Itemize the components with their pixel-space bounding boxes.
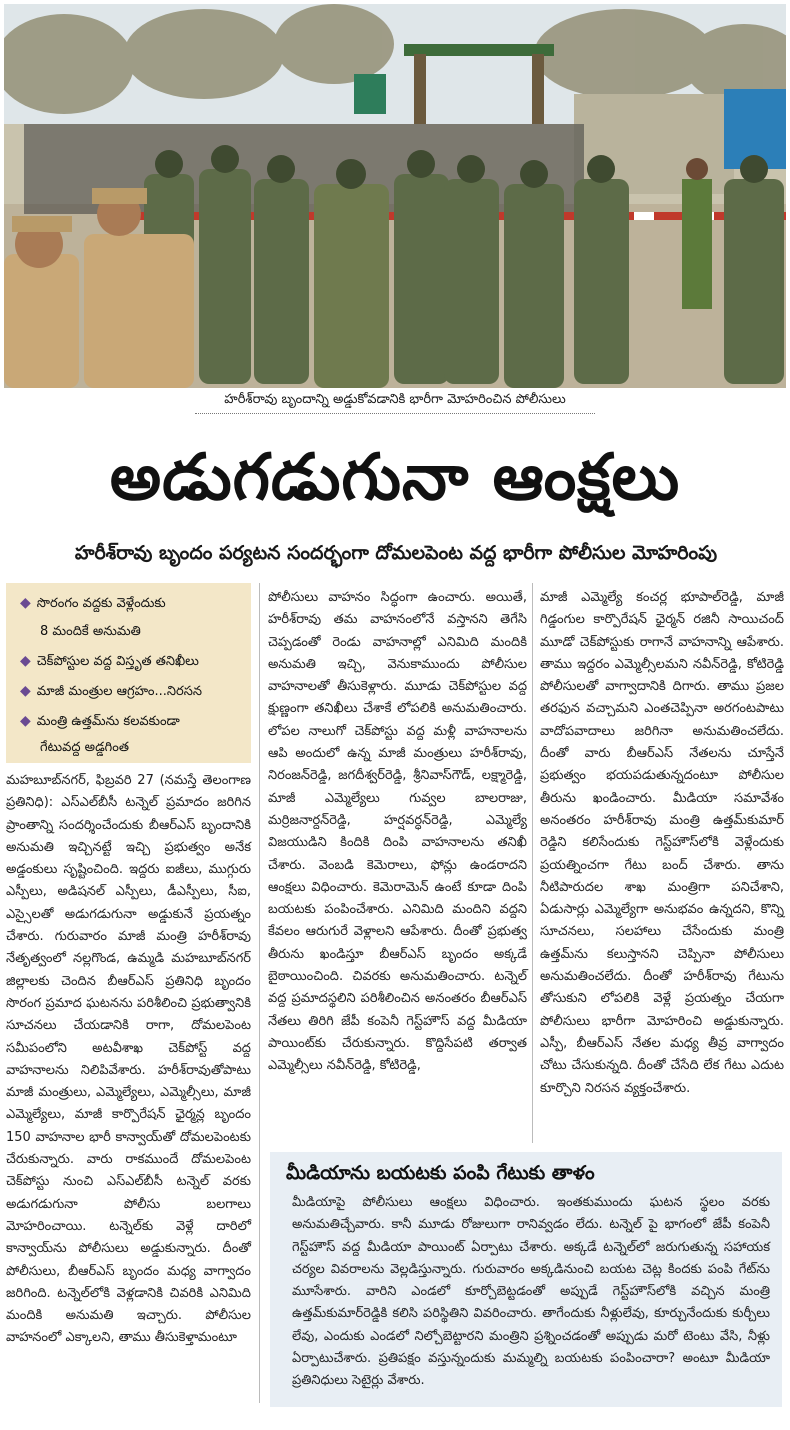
bullet-icon: ◆ xyxy=(20,683,31,699)
police-deployment-photo xyxy=(4,4,786,388)
column-divider xyxy=(259,583,260,1403)
highlight-item: ◆ మాజీ మంత్రుల ఆగ్రహం...నిరసన xyxy=(20,683,202,699)
article-text: పోలీసులు వాహనం సిద్ధంగా ఉంచారు. అయితే, హరీశ్‌రావు తమ వాహనంలోనే వస్తానని తెగేసి చెప్పడంతో రెండు వాహనాల్లో ఎనిమిది మందికి అనుమతి ఇచ్చి, వెనుకాముందు పోలీసుల వాహనాలతో తీసుకెళ్లారు. మూడు చెక్‌పోస్టుల వద్ద క్షుణ్ణంగా తనిఖీలు చేశాకే లోపలికి అనుమతించారు. లోపల నాలుగో చెక్‌పోస్టు వద్ద మళ్లీ వాహనాలను ఆపి అందులో ఉన్న మాజీ మంత్రులు హరీశ్‌రావు, నిరంజన్‌రెడ్డి, జగదీశ్వర్‌రెడ్డి, శ్రీనివాస్‌గౌడ్, లక్ష్మారెడ్డి, మాజీ ఎమ్మెల్యేలు గువ్వల బాలరాజు, మర్రిజనార్దన్‌రెడ్డి, హర్షవర్ధన్‌రెడ్డి, ఎమ్మెల్యే విజయుడిని కిందికి దింపి వాహనాలను తనిఖీ చేశారు. వెంబడి కెమెరాలు, ఫోన్లు ఉండరాదని ఆంక్షలు విధించారు. కెమెరామెన్ ఉంటే కూడా దింపి బయటకు పంపించేశారు. ఎనిమిది మందిని వద్దని కేవలం ఆరుగురే వెళ్లాలని ఆపేశారు. దీంతో ప్రభుత్వ తీరును ఖండిస్తూ బీఆర్‌ఎస్ బృందం అక్కడే బైఠాయించింది. చివరకు అనుమతించారు. టన్నెల్ వద్ద ప్రమాదస్థలిని పరిశీలించిన అనంతరం బీఆర్‌ఎస్ నేతలు తిరిగి జేపీ కంపెనీ గెస్ట్‌హౌస్ వద్ద మీడియా పాయింట్‌కు చేరుకున్నారు. కొద్దిసేపటి తర్వాత ఎమ్మెల్సీలు నవీన్‌రెడ్డి, కోటిరెడ్డి, xyxy=(268,590,527,1074)
bullet-icon: ◆ xyxy=(20,713,31,729)
sidebar-title: మీడియాను బయటకు పంపి గేటుకు తాళం xyxy=(286,1162,595,1184)
highlight-item-continued: 8 మందికే అనుమతి xyxy=(40,624,141,639)
article-column-1 xyxy=(6,770,251,1350)
column-divider xyxy=(532,583,533,1143)
bullet-icon: ◆ xyxy=(20,653,31,669)
article-text: మాజీ ఎమ్మెల్యే కంచర్ల భూపాల్‌రెడ్డి, మాజీ గిడ్డంగుల కార్పొరేషన్ ఛైర్మన్ రజినీ సాయిచంద్ మూడో చెక్‌పోస్టుకు రాగానే వాహనాన్ని ఆపేశారు. తాము ఇద్దరం ఎమ్మెల్సీలమని నవీన్‌రెడ్డి, కోటిరెడ్డి పోలీసులతో వాగ్వాదానికి దిగారు. తాము ప్రజల తరఫున వచ్చామని ఎంతచెప్పినా అరగంటపాటు వాదోపవాదాలు జరిగినా అనుమతించలేదు. దీంతో వారు బీఆర్‌ఎస్ నేతలను చూస్తేనే ప్రభుత్వం భయపడుతున్నదంటూ పోలీసుల తీరును ఖండించారు. మీడియా సమావేశం అనంతరం హరీశ్‌రావు మంత్రి ఉత్తమ్‌కుమార్ రెడ్డిని కలిసేందుకు గెస్ట్‌హౌస్‌లోకి వెళ్లేందుకు ప్రయత్నించగా గేటు బంద్ చేశారు. తాను నీటిపారుదల శాఖ మంత్రిగా పనిచేశాని, ఏడుసార్లు ఎమ్మెల్యేగా అనుభవం ఉన్నదని, కొన్ని సూచనలు, సలహాలు చేసేందుకు మంత్రి ఉత్తమ్‌ను కలుస్తానని చెప్పినా పోలీసులు అనుమతించలేదు. దీంతో హరీశ్‌రావు గేటును తోసుకుని లోపలికి వెళ్లే ప్రయత్నం చేయగా పోలీసులు భారీగా మోహరించి అడ్డుకున్నారు. ఎస్పీ, బీఆర్‌ఎస్ నేతల మధ్య తీవ్ర వాగ్వాదం చోటు చేసుకున్నది. దీంతో చేసేది లేక గేటు ఎదుట కూర్చొని నిరసన వ్యక్తంచేశారు. xyxy=(540,590,784,1096)
sidebar-text: మీడియాపై పోలీసులు ఆంక్షలు విధించారు. ఇంతకుముందు ఘటన స్థలం వరకు అనుమతిచ్చేవారు. కానీ మూడు రోజులుగా రానివ్వడం లేదు. టన్నెల్ పై భాగంలో జేపీ కంపెనీ గెస్ట్‌హౌస్ వద్ద మీడియా పాయింట్ ఏర్పాటు చేశారు. అక్కడే టన్నెల్‌లో జరుగుతున్న సహాయక చర్యల వివరాలను వెల్లడిస్తున్నారు. గురువారం అక్కడినుంచి బయట చెట్ల కిందకు పంపి గేట్‌ను మూసేశారు. వారిని ఎండలో కూర్చోబెట్టడంతో అప్పుడే గెస్ట్‌హౌస్‌లోకి వచ్చిన మంత్రి ఉత్తమ్‌కుమార్‌రెడ్డికి కలిసి పరిస్థితిని వివరించారు. తాగేందుకు నీళ్లులేవు, కూర్చునేందుకు కుర్చీలు లేవు, ఎందుకు ఎండలో నిల్చోబెట్టారని మంత్రిని ప్రశ్నించడంతో అప్పుడు మరో టెంటు వేసి, నీళ్లు ఏర్పాటుచేశారు. ప్రతిపక్షం వస్తున్నందుకు మమ్మల్ని బయటకు పంపించారా? అంటూ మీడియా ప్రతినిధులు సెటైర్లు వేశారు. xyxy=(292,1195,770,1389)
news-photo xyxy=(4,4,786,388)
highlight-item: ◆ సొరంగం వద్దకు వెళ్లేందుకు xyxy=(20,595,166,611)
article-column-3 xyxy=(540,587,784,1100)
subheadline: హరీశ్‌రావు బృందం పర్యటన సందర్భంగా దోమలపెంట వద్ద భారీగా పోలీసుల మోహరింపు xyxy=(74,542,718,564)
article-column-2 xyxy=(268,587,527,1078)
sidebar-box xyxy=(270,1152,782,1407)
highlight-item: ◆ మంత్రి ఉత్తమ్‌ను కలవకుండా xyxy=(20,713,180,729)
photo-caption: హరీశ్‌రావు బృందాన్ని అడ్డుకోవడానికి భారీగా మోహరించిన పోలీసులు xyxy=(224,392,566,407)
highlights-box xyxy=(6,583,251,763)
caption-divider xyxy=(195,413,595,414)
highlight-item-continued: గేటువద్ద అడ్డగింత xyxy=(40,740,129,755)
highlight-item: ◆ చెక్‌పోస్టుల వద్ద విస్తృత తనిఖీలు xyxy=(20,653,199,669)
headline: అడుగడుగునా ఆంక్షలు xyxy=(109,441,681,515)
bullet-icon: ◆ xyxy=(20,595,31,611)
article-text: మహబూబ్‌నగర్, ఫిబ్రవరి 27 (నమస్తే తెలంగాణ ప్రతినిధి): ఎస్‌ఎల్‌బీసీ టన్నెల్ ప్రమాదం జరిగిన ప్రాంతాన్ని సందర్శించేందుకు బీఆర్‌ఎస్ బృందానికి అనుమతి ఇచ్చినట్టే ఇచ్చి ప్రభుత్వం అనేక అడ్డంకులు సృష్టించింది. ఇద్దరు ఐజీలు, ముగ్గురు ఎస్పీలు, అడిషనల్ ఎస్పీలు, డీఎస్పీలు, సీఐ, ఎస్సైలతో అడుగడుగునా అడ్డుకునే ప్రయత్నం చేశారు. గురువారం మాజీ మంత్రి హరీశ్‌రావు నేతృత్వంలో నల్లగొండ, ఉమ్మడి మహబూబ్‌నగర్ జిల్లాలకు చెందిన బీఆర్‌ఎస్ ప్రతినిధి బృందం సొరంగ ప్రమాద ఘటనను పరిశీలించి ప్రభుత్వానికి సూచనలు చేయడానికి రాగా, దోమలపెంట సమీపంలోని అటవీశాఖ చెక్‌పోస్ట్ వద్ద వాహనాలను నిలిపివేశారు. హరీశ్‌రావుతోపాటు మాజీ మంత్రులు, ఎమ్మెల్యేలు, ఎమ్మెల్సీలు, మాజీ ఎమ్మెల్యేలు, మాజీ కార్పొరేషన్ ఛైర్మన్ల బృందం 150 వాహనాల భారీ కాన్వాయ్‌తో దోమలపెంటకు చేరుకున్నారు. వారు రాకముందే దోమలపెంట చెక్‌పోస్టు నుంచి ఎస్‌ఎల్‌బీసీ టన్నెల్ వరకు అడుగడుగునా పోలీసు బలగాలు మోహరించాయి. టన్నెల్‌కు వెళ్లే దారిలో కాన్వాయ్‌ను పోలీసులు అడ్డుకున్నారు. దీంతో పోలీసులు, బీఆర్‌ఎస్ బృందం మధ్య వాగ్వాదం జరిగింది. టన్నెల్‌లోకి వెళ్లడానికి చివరికి ఎనిమిది మందికి అనుమతి ఇచ్చారు. పోలీసుల వాహనంలో ఎక్కాలని, తాము తీసుకెళ్తామంటూ xyxy=(6,773,251,1346)
